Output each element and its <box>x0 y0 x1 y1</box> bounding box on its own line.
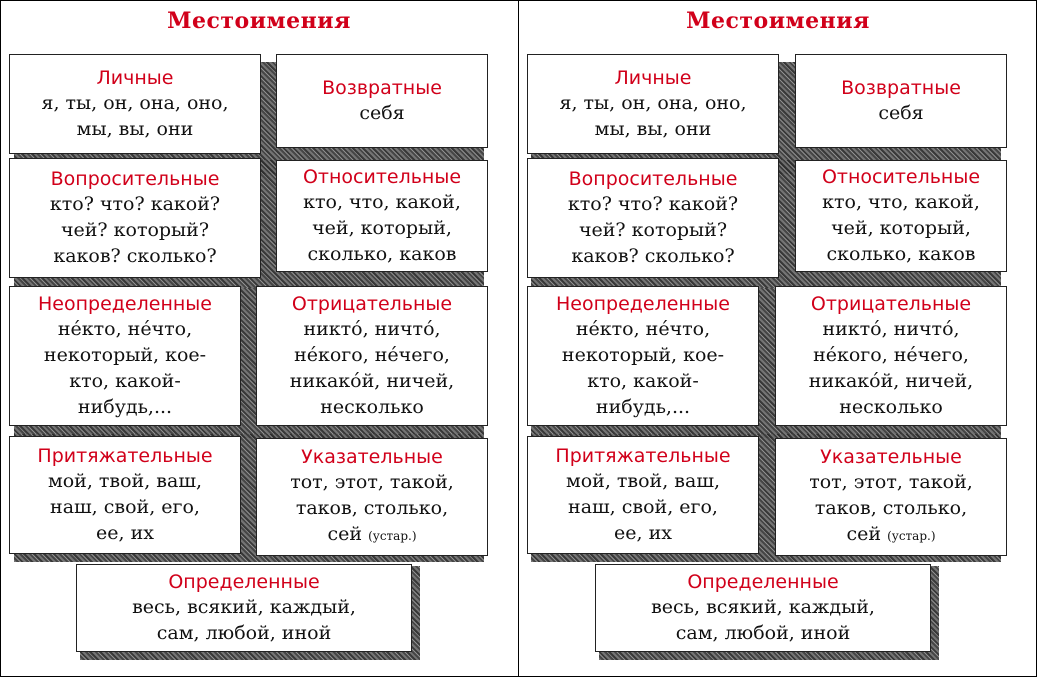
panel-left <box>0 0 518 677</box>
card-definitive <box>595 564 931 652</box>
card-demonstrative <box>256 438 488 556</box>
card-label: Неопределенные <box>38 293 212 315</box>
card-label: Отрицательные <box>291 293 453 315</box>
card-line: сам, любой, иной <box>675 622 851 644</box>
card-line: мы, вы, они <box>594 118 712 140</box>
card-line: сей <box>327 523 363 545</box>
card-line: весь, всякий, каждый, <box>132 596 356 618</box>
card-line: кто, что, какой, <box>303 191 461 213</box>
card-label: Личные <box>614 67 692 89</box>
card-line: весь, всякий, каждый, <box>651 596 875 618</box>
card-label: Возвратные <box>322 77 442 99</box>
card-line: таков, столько, <box>295 497 449 519</box>
card-line: себя <box>359 102 405 124</box>
card-line: мой, твой, ваш, <box>47 470 203 492</box>
card-line: чей, который, <box>312 217 452 239</box>
panel-right <box>519 0 1037 677</box>
card-line: не́кто, не́что, <box>57 318 193 340</box>
card-line: каков? сколько? <box>571 245 735 267</box>
card-label: Притяжательные <box>37 445 213 467</box>
card-negative <box>256 286 488 426</box>
card-interrogative <box>527 158 779 278</box>
card-line: кто, что, какой, <box>822 191 980 213</box>
card-line: я, ты, он, она, оно, <box>41 92 229 114</box>
card-line: сам, любой, иной <box>156 622 332 644</box>
card-line: никто́, ничто́, <box>303 318 441 340</box>
card-label: Отрицательные <box>810 293 972 315</box>
card-line: кто, какой- <box>587 370 699 392</box>
card-line: себя <box>878 102 924 124</box>
card-label: Определенные <box>168 571 320 593</box>
card-line: наш, свой, его, <box>50 496 200 518</box>
card-label: Определенные <box>687 571 839 593</box>
card-line: ее, их <box>96 522 154 544</box>
card-line: некоторый, кое- <box>561 344 725 366</box>
archaic-note: (устар.) <box>887 529 936 543</box>
card-line: чей? который? <box>60 219 210 241</box>
card-relative <box>795 160 1007 272</box>
card-line: нибудь,... <box>595 396 691 418</box>
card-line: тот, этот, такой, <box>809 471 973 493</box>
card-line: несколько <box>839 396 943 418</box>
card-reflexive <box>795 54 1007 148</box>
card-line: сей <box>846 523 882 545</box>
card-interrogative <box>9 158 261 278</box>
card-personal <box>9 54 261 154</box>
card-line: ее, их <box>614 522 672 544</box>
card-line: чей? который? <box>578 219 728 241</box>
card-label: Неопределенные <box>556 293 730 315</box>
card-negative <box>775 286 1007 426</box>
card-personal <box>527 54 779 154</box>
card-line: кто, какой- <box>69 370 181 392</box>
card-line: кто? что? какой? <box>567 193 739 215</box>
card-label: Притяжательные <box>555 445 731 467</box>
card-line: несколько <box>320 396 424 418</box>
card-line: никто́, ничто́, <box>822 318 960 340</box>
card-demonstrative <box>775 438 1007 556</box>
card-label: Указательные <box>820 446 962 468</box>
card-label: Указательные <box>301 446 443 468</box>
card-line: никако́й, ничей, <box>289 370 455 392</box>
card-indefinite <box>527 286 759 426</box>
card-line: нибудь,... <box>77 396 173 418</box>
card-relative <box>276 160 488 272</box>
card-possessive <box>9 436 241 554</box>
card-label: Относительные <box>821 166 981 188</box>
card-indefinite <box>9 286 241 426</box>
card-label: Личные <box>96 67 174 89</box>
card-line: некоторый, кое- <box>43 344 207 366</box>
card-line: никако́й, ничей, <box>808 370 974 392</box>
page-title: Местоимения <box>167 8 351 34</box>
card-possessive <box>527 436 759 554</box>
card-definitive <box>76 564 412 652</box>
card-line: я, ты, он, она, оно, <box>559 92 747 114</box>
card-line-with-note <box>846 521 935 549</box>
card-line: сколько, каков <box>307 243 457 265</box>
card-line: не́кого, не́чего, <box>294 344 450 366</box>
card-line: не́кто, не́что, <box>575 318 711 340</box>
card-label: Вопросительные <box>568 168 738 190</box>
card-line: чей, который, <box>831 217 971 239</box>
card-label: Относительные <box>302 166 462 188</box>
card-line: каков? сколько? <box>53 245 217 267</box>
card-line: тот, этот, такой, <box>290 471 454 493</box>
card-line: сколько, каков <box>826 243 976 265</box>
card-line: мы, вы, они <box>76 118 194 140</box>
card-label: Вопросительные <box>50 168 220 190</box>
card-line: кто? что? какой? <box>49 193 221 215</box>
page-title: Местоимения <box>686 8 870 34</box>
card-label: Возвратные <box>841 77 961 99</box>
card-line: наш, свой, его, <box>568 496 718 518</box>
archaic-note: (устар.) <box>368 529 417 543</box>
card-line: таков, столько, <box>814 497 968 519</box>
card-reflexive <box>276 54 488 148</box>
card-line: мой, твой, ваш, <box>565 470 721 492</box>
card-line: не́кого, не́чего, <box>813 344 969 366</box>
card-line-with-note <box>327 521 416 549</box>
